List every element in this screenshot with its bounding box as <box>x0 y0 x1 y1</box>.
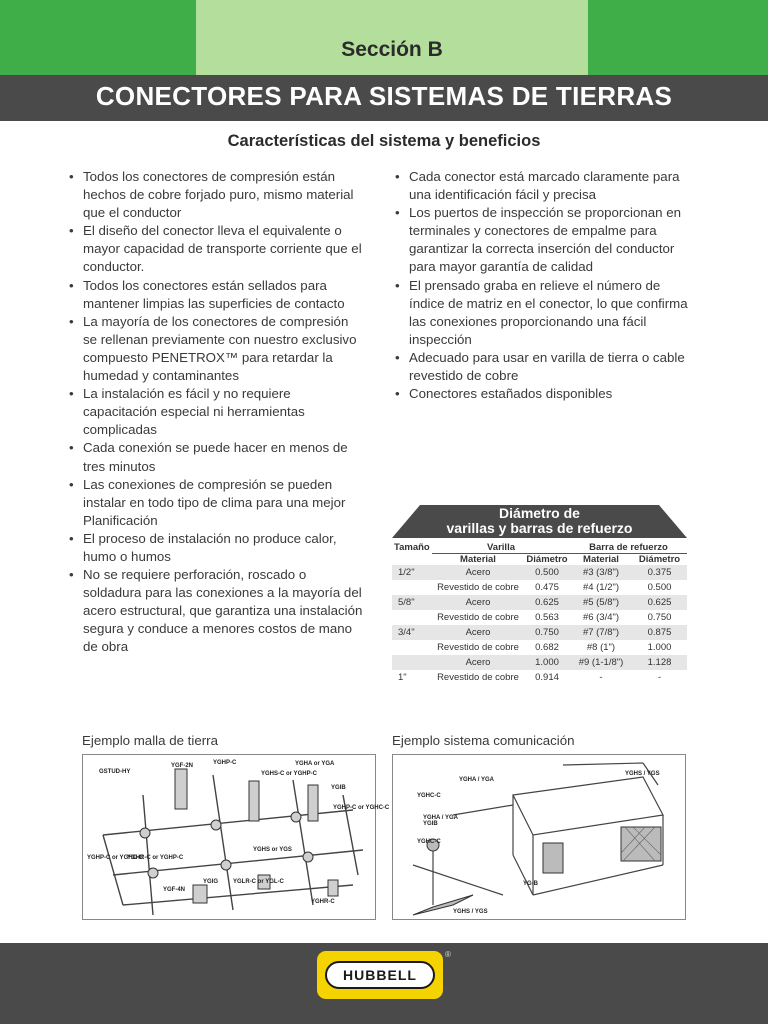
part-label: YGIB <box>331 785 346 791</box>
part-label: YGLR-C or YGL-C <box>233 879 284 885</box>
right-bullet-list <box>392 168 692 403</box>
table-row: Revestido de cobre 0.563 #6 (3/4") 0.750 <box>392 610 687 625</box>
part-label: YGHP-C or YGHC-C <box>87 855 144 861</box>
part-label: YGF-2N <box>171 763 194 769</box>
part-label: YGHS or YGS <box>253 847 292 853</box>
page-title: CONECTORES PARA SISTEMAS DE TIERRAS <box>95 81 673 111</box>
part-label: YGF-4N <box>163 887 186 893</box>
col-rebar-diameter-header: Diámetro <box>638 554 681 565</box>
part-label: YGHP-C <box>213 760 237 766</box>
bullet-item: • Las conexiones de compresión se pueden instalar en todo tipo de clima para una mejor Planificación <box>66 476 366 530</box>
part-label: YGHC-C <box>417 793 441 799</box>
part-label: YGHP-C or YGHC-C <box>333 805 390 811</box>
col-rebar-header: Barra de refuerzo <box>570 542 687 554</box>
part-label: YGHS / YGS <box>625 771 660 777</box>
registered-mark: ® <box>445 950 451 959</box>
col-rod-header: Varilla <box>432 542 570 554</box>
bullet-item: • Todos los conectores de compresión están hechos de cobre forjado puro, mismo material que el conductor <box>66 168 366 222</box>
part-label: YGHR-C <box>311 899 335 905</box>
logo-text: HUBBELL <box>343 967 417 983</box>
part-label: YGHR-C or YGHP-C <box>127 855 184 861</box>
part-label: YGHS / YGS <box>453 909 488 915</box>
col-size-header: Tamaño <box>394 542 430 554</box>
bullet-item: • Adecuado para usar en varilla de tierra o cable revestido de cobre <box>392 349 692 385</box>
table-row: Revestido de cobre 0.475 #4 (1/2") 0.500 <box>392 580 687 595</box>
bullet-item: • El diseño del conector lleva el equivalente o mayor capacidad de transporte corriente que el conductor. <box>66 222 366 276</box>
bullet-item: • Cada conexión se puede hacer en menos de tres minutos <box>66 439 366 475</box>
bullet-item: • La mayoría de los conectores de compresión se rellenan previamente con nuestro exclusivo compuesto PENETROX™ para retardar la humedad y contaminantes <box>66 313 366 385</box>
left-bullet-list <box>66 168 366 657</box>
table-title-line2: varillas y barras de refuerzo <box>446 520 633 536</box>
part-label: YGHA or YGA <box>295 761 335 767</box>
col-material-header: Material <box>460 554 496 565</box>
bullet-item: • Los puertos de inspección se proporcionan en terminales y conectores de empalme para garantizar la correcta inserción del conductor para mayor garantía de calidad <box>392 204 692 276</box>
col-rebar-material-header: Material <box>583 554 619 565</box>
part-label: YGHS-C or YGHP-C <box>261 771 317 777</box>
diameter-data-table <box>392 542 687 685</box>
figure-caption-communication: Ejemplo sistema comunicación <box>392 733 575 748</box>
table-title <box>392 505 687 538</box>
section-label: Sección B <box>341 38 443 61</box>
communication-system-illustration <box>392 754 686 920</box>
hubbell-logo <box>317 951 443 999</box>
ground-grid-drawing <box>83 755 375 919</box>
part-label: YGIG <box>203 879 219 885</box>
bullet-item: • No se requiere perforación, roscado o soldadura para las conexiones a la mayoría del acero estructural, que garantiza una instalación segura y conduce a menores costos de mano de obra <box>66 566 366 656</box>
bullet-item: • La instalación es fácil y no requiere capacitación especial ni herramientas complicadas <box>66 385 366 439</box>
diameter-table <box>392 505 687 685</box>
table-title-line1: Diámetro de <box>499 505 580 521</box>
communication-system-drawing <box>393 755 685 919</box>
bullet-item: • Cada conector está marcado claramente para una identificación fácil y precisa <box>392 168 692 204</box>
table-row: 5/8" Acero 0.625 #5 (5/8") 0.625 <box>392 595 687 610</box>
col-diameter-header: Diámetro <box>526 554 568 565</box>
table-row: Revestido de cobre 0.682 #8 (1") 1.000 <box>392 640 687 655</box>
bullet-item: • Todos los conectores están sellados para mantener limpias las superficies de contacto <box>66 277 366 313</box>
ground-grid-illustration <box>82 754 390 920</box>
part-label: YGHA / YGA <box>459 777 495 783</box>
bullet-item: • El proceso de instalación no produce calor, humo o humos <box>66 530 366 566</box>
bullet-item: • El prensado graba en relieve el número de índice de matriz en el conector, lo que confirma las conexiones proporcionando una fácil inspección <box>392 277 692 349</box>
table-row: 1" Revestido de cobre 0.914 - - <box>392 670 687 685</box>
table-row: 3/4" Acero 0.750 #7 (7/8") 0.875 <box>392 625 687 640</box>
figure-caption-ground-grid: Ejemplo malla de tierra <box>82 733 218 748</box>
part-label: YG-B <box>523 881 538 887</box>
page-subtitle: Características del sistema y beneficios <box>227 132 541 150</box>
table-row: 1/2" Acero 0.500 #3 (3/8") 0.375 <box>392 565 687 580</box>
part-label: GSTUD-HY <box>99 769 131 775</box>
bullet-item: • Conectores estañados disponibles <box>392 385 692 403</box>
part-label: YGHA / YGA YGIB <box>423 815 458 827</box>
table-row: Acero 1.000 #9 (1-1/8") 1.128 <box>392 655 687 670</box>
logo-badge <box>325 961 435 989</box>
part-label: YGHC-C <box>417 839 441 845</box>
